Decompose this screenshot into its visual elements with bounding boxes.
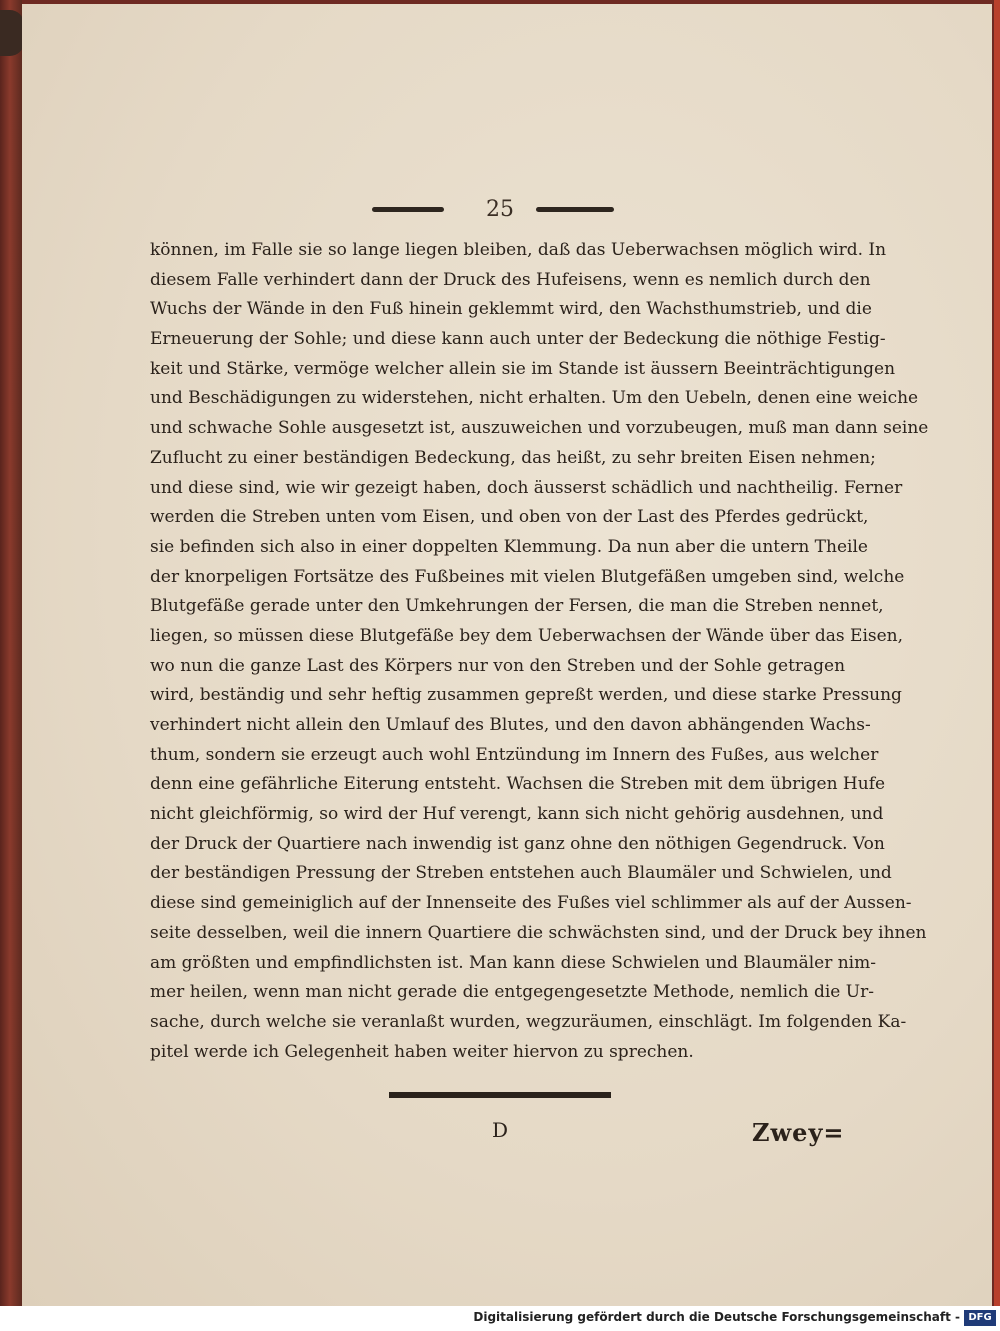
text-line: diese sind gemeiniglich auf der Innenseite des Fußes viel schlimmer als auf der Aussen- [150,893,912,914]
text-line: diesem Falle verhindert dann der Druck des Hufeisens, wenn es nemlich durch den [150,269,871,290]
footer-bar [0,1306,1000,1331]
dfg-logo-icon: DFG [964,1310,996,1326]
text-line: und schwache Sohle ausgesetzt ist, auszuweichen und vorzubeugen, muß man dann seine [150,418,929,439]
page-number: 25 [486,197,514,222]
text-line: der Druck der Quartiere nach inwendig ist ganz ohne den nöthigen Gegendruck. Von [150,833,885,854]
body-text [150,236,929,1067]
text-line: liegen, so müssen diese Blutgefäße bey dem Ueberwachsen der Wände über das Eisen, [150,625,904,646]
signature-mark: D [492,1118,509,1142]
text-line: verhindert nicht allein den Umlauf des Blutes, und den davon abhängenden Wachs- [150,715,871,735]
text-line: wird, beständig und sehr heftig zusammen gepreßt werden, und diese starke Pressung [150,685,902,706]
text-line: werden die Streben unten vom Eisen, und oben von der Last des Pferdes gedrückt, [150,507,869,528]
header-rule-right [536,207,614,212]
end-rule [389,1092,611,1098]
text-line: sache, durch welche sie veranlaßt wurden, wegzuräumen, einschlägt. Im folgenden Ka- [150,1011,907,1032]
text-line: Zuflucht zu einer beständigen Bedeckung, das heißt, zu sehr breiten Eisen nehmen; [150,447,876,468]
book-cover-edge [0,0,22,1306]
text-line: seite desselben, weil die innern Quartiere die schwächsten sind, und der Druck bey ihnen [150,922,927,943]
text-line: pitel werde ich Gelegenheit haben weiter hiervon zu sprechen. [150,1041,694,1062]
text-line: der beständigen Pressung der Streben entstehen auch Blaumäler und Schwielen, und [150,863,892,884]
text-line: und diese sind, wie wir gezeigt haben, doch äusserst schädlich und nachtheilig. Ferner [150,477,903,498]
footer-credit: Digitalisierung gefördert durch die Deutsche Forschungsgemeinschaft - [473,1310,960,1324]
text-line: keit und Stärke, vermöge welcher allein sie im Stande ist äussern Beeinträchtigungen [150,358,896,379]
text-line: am größten und empfindlichsten ist. Man kann diese Schwielen und Blaumäler nim- [150,952,876,973]
text-line: nicht gleichförmig, so wird der Huf verengt, kann sich nicht gehörig ausdehnen, und [150,804,884,825]
catchword: Zwey= [752,1118,845,1147]
text-line: der knorpeligen Fortsätze des Fußbeines mit vielen Blutgefäßen umgeben sind, welche [150,566,905,587]
text-line: und Beschädigungen zu widerstehen, nicht erhalten. Um den Uebeln, denen eine weiche [150,388,919,409]
text-line: Wuchs der Wände in den Fuß hinein geklemmt wird, den Wachsthumstrieb, und die [150,299,872,320]
book-clasp [0,10,24,56]
text-line: denn eine gefährliche Eiterung entsteht. Wachsen die Streben mit dem übrigen Hufe [150,774,886,795]
text-line: können, im Falle sie so lange liegen bleiben, daß das Ueberwachsen möglich wird. In [150,240,887,260]
text-line: Erneuerung der Sohle; und diese kann auch unter der Bedeckung die nöthige Festig- [150,329,886,350]
text-line: sie befinden sich also in einer doppelten Klemmung. Da nun aber die untern Theile [150,536,868,557]
book-cover-right-edge [994,0,1000,1306]
text-line: wo nun die ganze Last des Körpers nur von den Streben und der Sohle getragen [150,655,846,676]
text-line: mer heilen, wenn man nicht gerade die entgegengesetzte Methode, nemlich die Ur- [150,982,874,1003]
text-line: thum, sondern sie erzeugt auch wohl Entzündung im Innern des Fußes, aus welcher [150,744,879,765]
text-line: Blutgefäße gerade unter den Umkehrungen der Fersen, die man die Streben nennet, [150,596,884,617]
